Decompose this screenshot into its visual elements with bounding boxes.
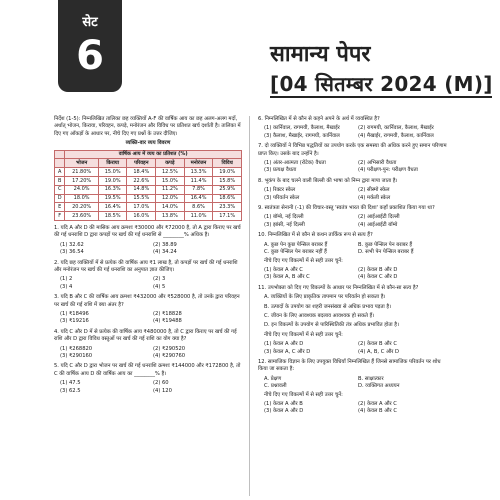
left-column — [54, 116, 242, 396]
table-header-cell — [55, 159, 65, 168]
option: (1) ₹268820 — [60, 345, 93, 352]
table-cell: 16.0% — [127, 212, 156, 221]
table-cell: 16.4% — [184, 194, 213, 203]
table-row — [55, 212, 242, 221]
statement: C. कुछ पेन्सिल पेन बराबर नहीं हैं — [264, 249, 327, 256]
question-1: 1. यदि A और D की मासिक आय क्रमशः ₹30000 और ₹72000 है, तो A द्वारा किराए पर खर्च की गई धनराशि D द्वारा कपड़ों पर खर्च की गई धनराशि से ________% अधिक है। — [54, 224, 241, 239]
table-header-cell: मनोरंजन — [184, 159, 213, 168]
option: (4) आईआईटी बॉम्बे — [358, 221, 398, 228]
table-cell: 25.9% — [213, 185, 242, 194]
question-9: 9. स्वतंत्रता सेनानी (-1) की विचार-वस्तु 'स्वतंत्र भारत की दिशा' कहाँ प्रकाशित किया गया था? — [258, 205, 435, 212]
statement: B. उत्पादों के उपयोग का शहरी जनसंख्या से अधिक प्रभाव पड़ता है। — [264, 303, 392, 310]
table-row — [55, 194, 242, 203]
statement: A. व्यक्तियों के लिए प्राकृतिक तापमान पर परिवर्तन हो सकता है। — [264, 294, 386, 301]
option: (4) मैखाईर, रागमयी, कैलाश, कार्निवाल — [358, 132, 434, 139]
table-cell: 18.0% — [65, 194, 98, 203]
option: (1) कार्निवाल, रागमयी, कैलाश, मैखाईर — [264, 125, 340, 132]
option: (2) आईआईटी दिल्ली — [358, 214, 400, 221]
question-3: 3. यदि B और C की वार्षिक आय क्रमशः ₹432000 और ₹528000 है, तो उनके द्वारा परिवहन पर खर्च की गई राशि में क्या अंतर है? — [54, 294, 240, 308]
option: (1) रिक्टर स्केल — [264, 187, 296, 194]
table-cell: 20.20% — [65, 203, 98, 212]
table-caption-row — [55, 150, 242, 159]
table-cell: 14.8% — [127, 185, 156, 194]
option: (3) झांसी, नई दिल्ली — [264, 221, 305, 228]
table-cell: 21.80% — [65, 168, 98, 177]
directions-text: निर्देश (1-5): निम्नलिखित तालिका छह व्यक्तियों A-F की वार्षिक आय का छह अलग-अलग मदों, अर्थात् भोजन, किराया, परिवहन, कपड़े, मनोरंजन और विविध पर प्रतिशत खर्च दर्शाती है। तालिका में दिए गए आँकड़ों के आधार पर, नीचे दिए गए प्रश्नों के उत्तर दीजिए। — [54, 116, 241, 137]
table-cell: 17.20% — [65, 176, 98, 185]
table-cell: 18.4% — [127, 168, 156, 177]
table-header-cell: किराया — [98, 159, 127, 168]
statement: C. जीवन के लिए आवश्यक बदलाव आवश्यक हो सकते हैं। — [264, 312, 375, 319]
statement: D. सभी पेन पेन्सिल बराबर हैं — [358, 249, 414, 256]
table-cell: 19.0% — [213, 168, 242, 177]
option: (1) बॉम्बे, नई दिल्ली — [264, 214, 304, 221]
option: (4) 120 — [153, 387, 172, 394]
table-row — [55, 176, 242, 185]
option: (2) 60 — [153, 380, 169, 387]
table-cell: 13.3% — [184, 168, 213, 177]
table-cell: 11.2% — [156, 185, 185, 194]
table-cell: 19.5% — [98, 194, 127, 203]
set-label: सेट — [82, 15, 98, 30]
table-cell: 22.6% — [127, 176, 156, 185]
option: (2) 3 — [153, 276, 166, 283]
table-cell: 18.5% — [98, 212, 127, 221]
table-row — [55, 168, 242, 177]
statement: B. साक्षात्कार — [358, 375, 384, 382]
question-7-options — [264, 160, 448, 175]
option: (2) केवल B और C — [358, 341, 397, 348]
question-11-statements — [264, 294, 448, 330]
table-cell: 11.4% — [184, 176, 213, 185]
question-7: 7. दो व्यक्तियों ने विभिन्न पद्धतियों का उपयोग करके एक समस्या की अधिक करने हुए समान परिणाम प्राप्त किए। उसके बाद उन्होंने है। — [258, 143, 447, 157]
option: (3) ₹19216 — [60, 318, 89, 325]
page-title-block — [270, 38, 494, 97]
table-header-row — [55, 159, 242, 168]
question-4: 4. यदि C और D में से प्रत्येक की वार्षिक आय ₹480000 है, तो C द्वारा किराए पर खर्च की गई राशि और D द्वारा विविध वस्तुओं पर खर्च की गई राशि का योग क्या है? — [54, 328, 237, 343]
question-4-options — [60, 346, 242, 361]
table-cell: 8.6% — [184, 203, 213, 212]
question-2-options — [60, 276, 242, 291]
table-cell: B — [55, 176, 65, 185]
option: (3) प्रत्यक्ष वैधता — [264, 167, 297, 174]
table-row — [55, 203, 242, 212]
table-header-cell: भोजन — [65, 159, 98, 168]
table-cell: 18.6% — [213, 194, 242, 203]
statement: D. व्यक्तिगत अध्ययन — [358, 383, 400, 390]
table-cell: 13.8% — [156, 212, 185, 221]
table-cell: F — [55, 212, 65, 221]
table-cell: 16.3% — [98, 185, 127, 194]
page-subtitle: [04 सितम्बर 2024 (M)] — [270, 72, 493, 96]
table-cell: 23.60% — [65, 212, 98, 221]
statement: B. कुछ पेन्सिल पेन बराबर हैं — [358, 241, 413, 248]
option: (4) ₹290760 — [153, 352, 186, 359]
table-sub-caption: वार्षिक आय में व्यय का प्रतिशत (%) — [65, 150, 242, 159]
question-10-options — [264, 267, 448, 282]
option: (3) 36.54 — [60, 249, 84, 256]
question-5: 5. यदि C और D द्वारा भोजन पर खर्च की गई धनराशि क्रमशः ₹144000 और ₹172800 है, तो C की वार्षिक आय D की वार्षिक आय का ________% है। — [54, 363, 241, 377]
option: (2) अभिसारी वैधता — [358, 160, 397, 167]
question-10: 10. निम्नलिखित में से कौन से कथन तार्किक रूप से सत्य हैं? — [258, 232, 373, 239]
question-5-options — [60, 380, 242, 395]
table-cell: D — [55, 194, 65, 203]
option: (3) ₹290160 — [60, 352, 93, 359]
option: (1) केवल A और D — [264, 341, 304, 348]
set-badge — [58, 0, 122, 92]
question-10-note: नीचे दिए गए विकल्पों में से सही उत्तर चुनें: — [264, 257, 343, 264]
table-cell: E — [55, 203, 65, 212]
statement: A. प्रेक्षण — [264, 375, 282, 382]
question-6: 6. निम्नलिखित में से कौन से कहने अपने के अर्थ में व्यवस्थित है? — [258, 116, 380, 122]
option: (2) ₹18828 — [153, 310, 182, 317]
option: (3) केवल A और D — [264, 408, 304, 415]
table-cell: 17.0% — [127, 203, 156, 212]
option: (3) कैलाश, मैखाईर, रागमयी, कार्निवाल — [264, 132, 340, 139]
question-12-statements — [264, 376, 448, 391]
table-cell: 23.3% — [213, 203, 242, 212]
option: (4) मर्कली स्केल — [358, 194, 391, 201]
option: (2) रागमयी, कार्निवाल, कैलाश, मैखाईर — [358, 125, 434, 132]
option: (4) 34.24 — [153, 249, 177, 256]
option: (3) केवल A, B और C — [264, 274, 310, 281]
table-header-cell: परिवहन — [127, 159, 156, 168]
question-8-options — [264, 187, 448, 202]
right-column — [258, 116, 448, 417]
set-number: 6 — [76, 33, 104, 79]
option: (3) 62.5 — [60, 387, 81, 394]
question-1-options — [60, 242, 242, 257]
option: (1) 32.62 — [60, 241, 84, 248]
option: (2) ₹290520 — [153, 345, 186, 352]
option: (4) केवल B और C — [358, 408, 397, 415]
option: (2) केवल B और D — [358, 266, 398, 273]
option: (2) केवल A और C — [358, 401, 397, 407]
table-cell: 17.1% — [213, 212, 242, 221]
question-9-options — [264, 214, 448, 229]
option: (4) परीक्षण-पुन: परीक्षण वैधता — [358, 167, 418, 174]
option: (2) 38.89 — [153, 241, 177, 248]
question-3-options — [60, 311, 242, 326]
option: (3) 4 — [60, 283, 73, 290]
table-cell: C — [55, 185, 65, 194]
option: (3) केवल A, C और D — [264, 348, 311, 355]
option: (1) ₹18496 — [60, 310, 89, 317]
option: (2) सीस्मो स्केल — [358, 187, 390, 194]
statement: C. प्रश्नावली — [264, 383, 287, 390]
table-cell: 15.8% — [213, 176, 242, 185]
question-12: 12. सामाजिक विज्ञान के लिए उपयुक्त विधियाँ निम्नलिखित हैं जिनसे सामाजिक परिवर्तन पर शोध किया जा सकता है: — [258, 358, 441, 373]
option: (4) ₹19488 — [153, 318, 182, 325]
statement: A. कुछ पेन कुछ पेन्सिल बराबर हैं — [264, 241, 328, 248]
question-11-note: नीचे दिए गए विकल्पों में से सही उत्तर चुनें: — [264, 331, 343, 338]
table-cell: 24.0% — [65, 185, 98, 194]
expense-table — [54, 150, 242, 221]
table-cell: A — [55, 168, 65, 177]
table-caption: व्यक्ति-वार व्यय विवरण — [125, 140, 171, 147]
question-11-options — [264, 341, 448, 356]
table-cell: 15.5% — [127, 194, 156, 203]
option: (4) केवल C और D — [358, 274, 398, 281]
option: (1) 2 — [60, 276, 73, 283]
table-cell: 19.0% — [98, 176, 127, 185]
question-8: 8. भूकंप के बाद चलने वाली बिल्ली की भाषा को निम्न द्वारा मापा जाता है। — [258, 177, 398, 184]
option: (1) अंतर-आत्मता (रोटेक) वैधता — [264, 160, 326, 167]
option: (3) परिवर्तन स्केल — [264, 194, 300, 201]
table-cell: 16.4% — [98, 203, 127, 212]
table-header-cell — [55, 150, 65, 159]
option: (4) A, B, C और D — [358, 348, 400, 355]
table-row — [55, 185, 242, 194]
question-12-note: नीचे दिए गए विकल्पों में से सही उत्तर चुनें: — [264, 391, 343, 398]
option: (1) केवल A और B — [264, 401, 303, 407]
question-2: 2. यदि छह व्यक्तियों में से प्रत्येक की वार्षिक आय ₹1 लाख है, तो कपड़ों पर खर्च की गई धनराशि और मनोरंजन पर खर्च की गई धनराशि का अनुपात ज्ञात कीजिए। — [54, 259, 238, 273]
page-title: सामान्य पेपर — [270, 42, 371, 67]
question-12-options — [264, 401, 448, 416]
column-divider — [249, 116, 250, 496]
table-header-cell: विविध — [213, 159, 242, 168]
question-10-statements — [264, 242, 448, 257]
option: (1) 47.5 — [60, 380, 81, 387]
question-6-options — [264, 125, 448, 140]
table-cell: 14.0% — [156, 203, 185, 212]
option: (4) 5 — [153, 283, 166, 290]
title-rule — [270, 96, 492, 98]
table-cell: 12.0% — [156, 194, 185, 203]
table-cell: 12.5% — [156, 168, 185, 177]
table-cell: 15.0% — [98, 168, 127, 177]
table-header-cell: कपड़े — [156, 159, 185, 168]
table-cell: 7.8% — [184, 185, 213, 194]
question-11: 11. उपभोक्ता को दिए गए विकल्पों के आधार पर निम्नलिखित में से कौन-सा सत्य है? — [258, 284, 419, 291]
table-cell: 11.0% — [184, 212, 213, 221]
statement: D. इन विकल्पों के उपयोग से पारिस्थितिकी तंत्र अधिक प्रभावित होता है। — [264, 322, 399, 329]
option: (1) केवल A और C — [264, 266, 303, 273]
table-cell: 15.0% — [156, 176, 185, 185]
